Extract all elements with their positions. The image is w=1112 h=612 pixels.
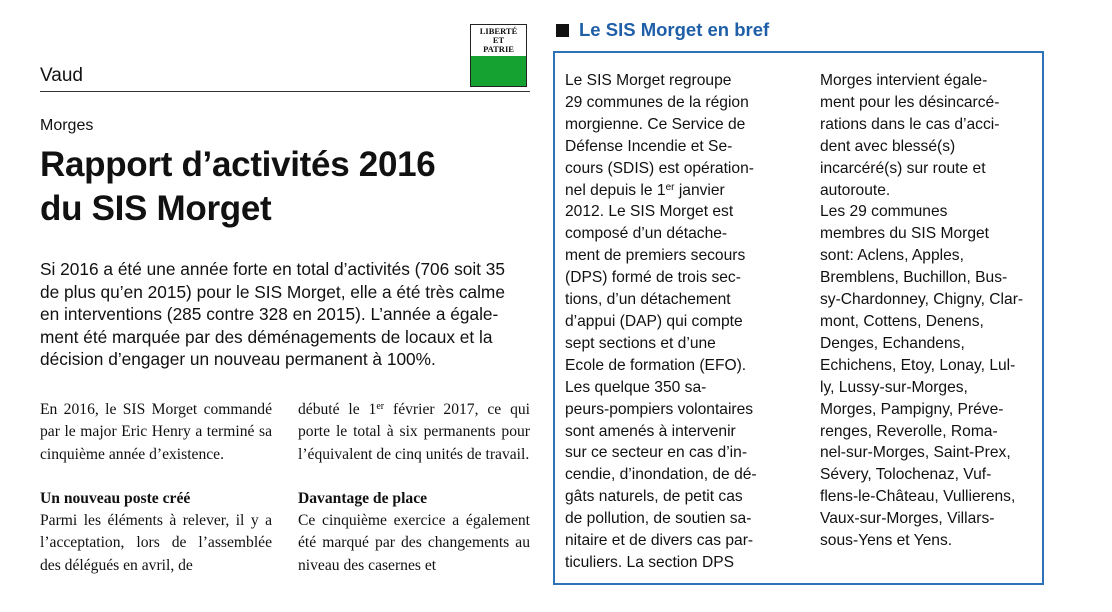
info-box-line: d’appui (DAP) qui compte: [565, 312, 743, 330]
body-paragraph: [298, 399, 530, 466]
info-box-line: [565, 180, 795, 202]
box-title-square-icon: [556, 24, 569, 37]
superscript: er: [376, 401, 385, 412]
info-box-line: de pollution, de soutien sa-: [565, 510, 752, 528]
info-box-line: Ecole de formation (EFO).: [565, 356, 747, 374]
info-box-line: 29 communes de la région: [565, 93, 749, 111]
body-column-2: [298, 399, 530, 577]
body-paragraph: En 2016, le SIS Morget commandé par le major Eric Henry a terminé sa cinquième année d’existence.: [40, 401, 272, 463]
info-box-line: mont, Cottens, Denens,: [820, 312, 984, 330]
info-box-line: (DPS) formé de trois sec-: [565, 269, 741, 287]
info-box-line: Vaux-sur-Morges, Villars-: [820, 510, 995, 528]
info-box-line: Morges, Pampigny, Préve-: [820, 400, 1004, 418]
section-divider: [40, 91, 530, 92]
headline-line: du SIS Morget: [40, 189, 272, 228]
info-box-line: rations dans le cas d’acci-: [820, 115, 1000, 133]
info-box-line: sept sections et d’une: [565, 334, 716, 352]
info-box-line: tions, d’un détachement: [565, 291, 731, 309]
flag-white-half: [471, 25, 526, 56]
info-box-line: Le SIS Morget regroupe: [565, 72, 732, 89]
info-box-line: ment pour les désincarcé-: [820, 93, 1000, 111]
text-run: février 2017, ce qui porte le total à six permanents pour l’équivalent de cinq unités de travail.: [298, 401, 531, 463]
lead-line: décision d’engager un nouveau permanent à 100%.: [40, 349, 436, 369]
body-paragraph: Parmi les éléments à relever, il y a l’acceptation, lors de l’assemblée des délégués en avril, de: [40, 512, 272, 574]
lead-line: ment été marquée par des déménagements de locaux et la: [40, 326, 493, 347]
flag-green-half: [471, 56, 526, 87]
lead-line: en interventions (285 contre 328 en 2015). L’année a égale-: [40, 304, 499, 324]
info-box-line: dent avec blessé(s): [820, 137, 956, 155]
subheading: Un nouveau poste créé: [40, 489, 191, 507]
info-box-column-1: [565, 70, 795, 574]
info-box-line: sont amenés à intervenir: [565, 422, 736, 440]
body-paragraph: Ce cinquième exercice a également été marqué par des changements au niveau des casernes et: [298, 512, 530, 574]
article-headline: [40, 143, 530, 231]
info-box-line: flens-le-Château, Vullierens,: [820, 488, 1016, 506]
body-column-1: [40, 399, 272, 577]
info-box-line: peurs-pompiers volontaires: [565, 400, 754, 418]
info-box-line: nitaire et de divers cas par-: [565, 532, 754, 550]
info-box-line: cours (SDIS) est opération-: [565, 159, 754, 177]
info-box-line: sur ce secteur en cas d’in-: [565, 444, 748, 462]
subheading: Davantage de place: [298, 489, 428, 507]
headline-line: Rapport d’activités 2016: [40, 145, 436, 184]
info-box-line: cendie, d’inondation, de dé-: [565, 466, 757, 484]
info-box-line: ticuliers. La section DPS: [565, 553, 735, 571]
info-box-column-2: [820, 70, 1040, 552]
info-box-line: renges, Reverolle, Roma-: [820, 422, 998, 440]
info-box-line: membres du SIS Morget: [820, 225, 989, 243]
info-box-line: Sévery, Tolochenaz, Vuf-: [820, 466, 992, 484]
info-box-line: ly, Lussy-sur-Morges,: [820, 378, 968, 396]
info-box-line: autoroute.: [820, 181, 891, 199]
article-kicker: Morges: [40, 117, 94, 134]
text-run: nel depuis le 1: [565, 181, 666, 199]
article-lead: [40, 258, 532, 371]
info-box-line: Les 29 communes: [820, 203, 948, 221]
info-box-line: Défense Incendie et Se-: [565, 137, 733, 155]
text-run: janvier: [674, 181, 725, 199]
info-box-line: composé d’un détache-: [565, 225, 728, 243]
flag-motto-line1: LIBERTÉ: [479, 25, 518, 36]
superscript: er: [665, 181, 675, 193]
lead-line: de plus qu’en 2015) pour le SIS Morget, elle a été très calme: [40, 281, 505, 302]
info-box-line: Les quelque 350 sa-: [565, 378, 707, 396]
vaud-flag: [470, 24, 527, 87]
info-box-title: Le SIS Morget en bref: [579, 19, 770, 40]
info-box-line: Denges, Echandens,: [820, 334, 965, 352]
info-box-line: 2012. Le SIS Morget est: [565, 203, 734, 221]
info-box-line: sy-Chardonney, Chigny, Clar-: [820, 291, 1024, 309]
info-box-line: Echichens, Etoy, Lonay, Lul-: [820, 356, 1016, 374]
section-label: Vaud: [40, 65, 83, 86]
text-run: débuté le 1: [298, 401, 377, 418]
flag-motto-line3: PATRIE: [483, 43, 514, 54]
info-box-line: ment de premiers secours: [565, 247, 746, 265]
info-box-line: sont: Aclens, Apples,: [820, 247, 964, 265]
info-box-line: morgienne. Ce Service de: [565, 115, 746, 133]
info-box-line: incarcéré(s) sur route et: [820, 159, 986, 177]
info-box-line: Morges intervient égale-: [820, 72, 988, 89]
info-box-line: sous-Yens et Yens.: [820, 532, 953, 550]
info-box-line: gâts naturels, de petit cas: [565, 488, 743, 506]
flag-motto-line2: ET: [492, 34, 505, 45]
info-box-line: nel-sur-Morges, Saint-Prex,: [820, 444, 1011, 462]
info-box-line: Bremblens, Buchillon, Bus-: [820, 269, 1008, 287]
lead-line: Si 2016 a été une année forte en total d’activités (706 soit 35: [40, 259, 505, 279]
